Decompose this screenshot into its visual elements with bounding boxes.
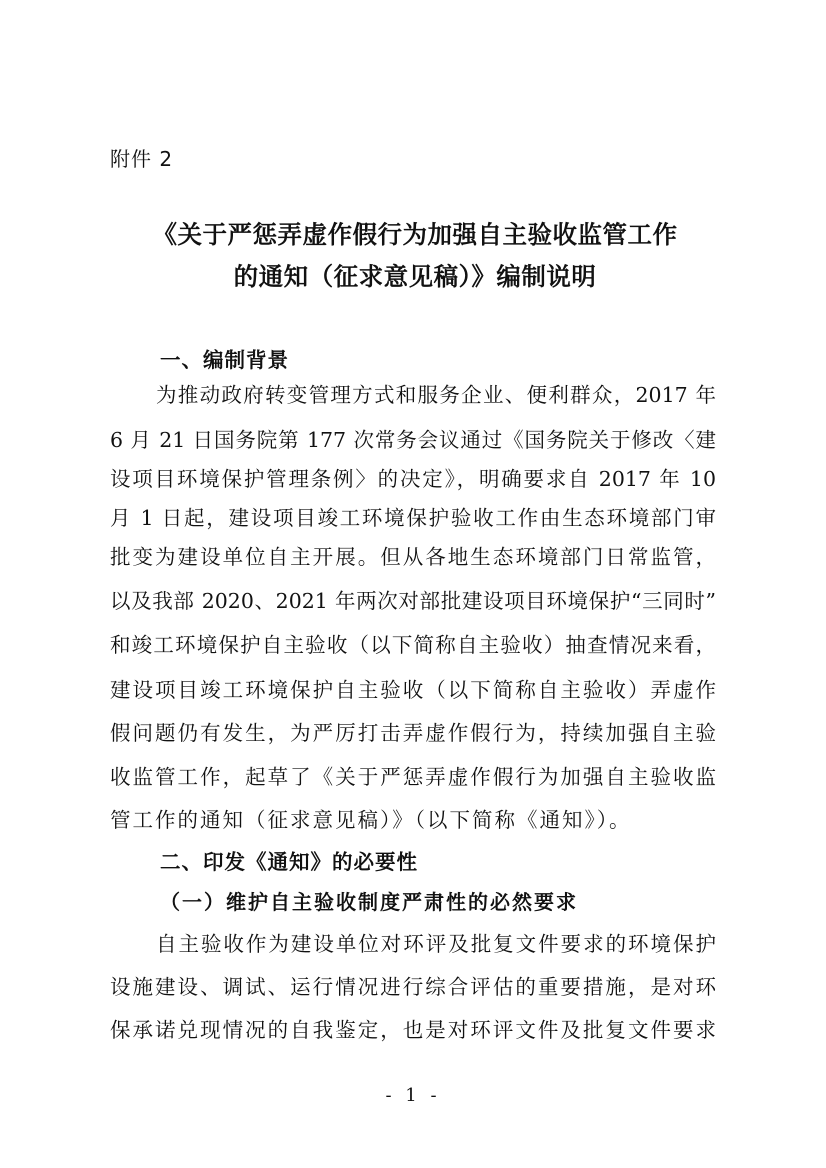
document-title-line-1: 《关于严惩弄虚作假行为加强自主验收监管工作 bbox=[152, 220, 678, 249]
paragraph-line: 6 月 21 日国务院第 177 次常务会议通过《国务院关于修改〈建 bbox=[110, 428, 716, 452]
paragraph-line: 和竣工环境保护自主验收（以下简称自主验收）抽查情况来看， bbox=[110, 633, 716, 657]
paragraph-line: 建设项目竣工环境保护自主验收（以下简称自主验收）弄虚作 bbox=[110, 678, 716, 702]
paragraph-line: 假问题仍有发生，为严厉打击弄虚作假行为，持续加强自主验 bbox=[110, 721, 716, 745]
page-number: - 1 - bbox=[385, 1085, 441, 1106]
paragraph-line: 收监管工作，起草了《关于严惩弄虚作假行为加强自主验收监 bbox=[110, 765, 716, 789]
paragraph-line: 为推动政府转变管理方式和服务企业、便利群众，2017 年 bbox=[156, 383, 716, 407]
section-heading-necessity: 二、印发《通知》的必要性 bbox=[160, 850, 418, 874]
subsection-heading-1: （一）维护自主验收制度严肃性的必然要求 bbox=[160, 890, 578, 914]
paragraph-line: 批变为建设单位自主开展。但从各地生态环境部门日常监管， bbox=[110, 545, 716, 569]
paragraph-line: 设施建设、调试、运行情况进行综合评估的重要措施，是对环 bbox=[110, 975, 716, 999]
paragraph-line: 以及我部 2020、2021 年两次对部批建设项目环境保护“三同时” bbox=[110, 589, 716, 613]
section-heading-background: 一、编制背景 bbox=[160, 348, 289, 372]
paragraph-line: 自主验收作为建设单位对环评及批复文件要求的环境保护 bbox=[156, 932, 716, 956]
paragraph-line: 管工作的通知（征求意见稿）》（以下简称《通知》）。 bbox=[110, 808, 632, 832]
document-title-line-2: 的通知（征求意见稿）》编制说明 bbox=[233, 262, 597, 291]
paragraph-line: 设项目环境保护管理条例〉的决定》，明确要求自 2017 年 10 bbox=[110, 467, 716, 491]
paragraph-line: 保承诺兑现情况的自我鉴定，也是对环评文件及批复文件要求 bbox=[110, 1018, 716, 1042]
attachment-label: 附件 2 bbox=[110, 147, 174, 171]
paragraph-line: 月 1 日起，建设项目竣工环境保护验收工作由生态环境部门审 bbox=[110, 506, 716, 530]
